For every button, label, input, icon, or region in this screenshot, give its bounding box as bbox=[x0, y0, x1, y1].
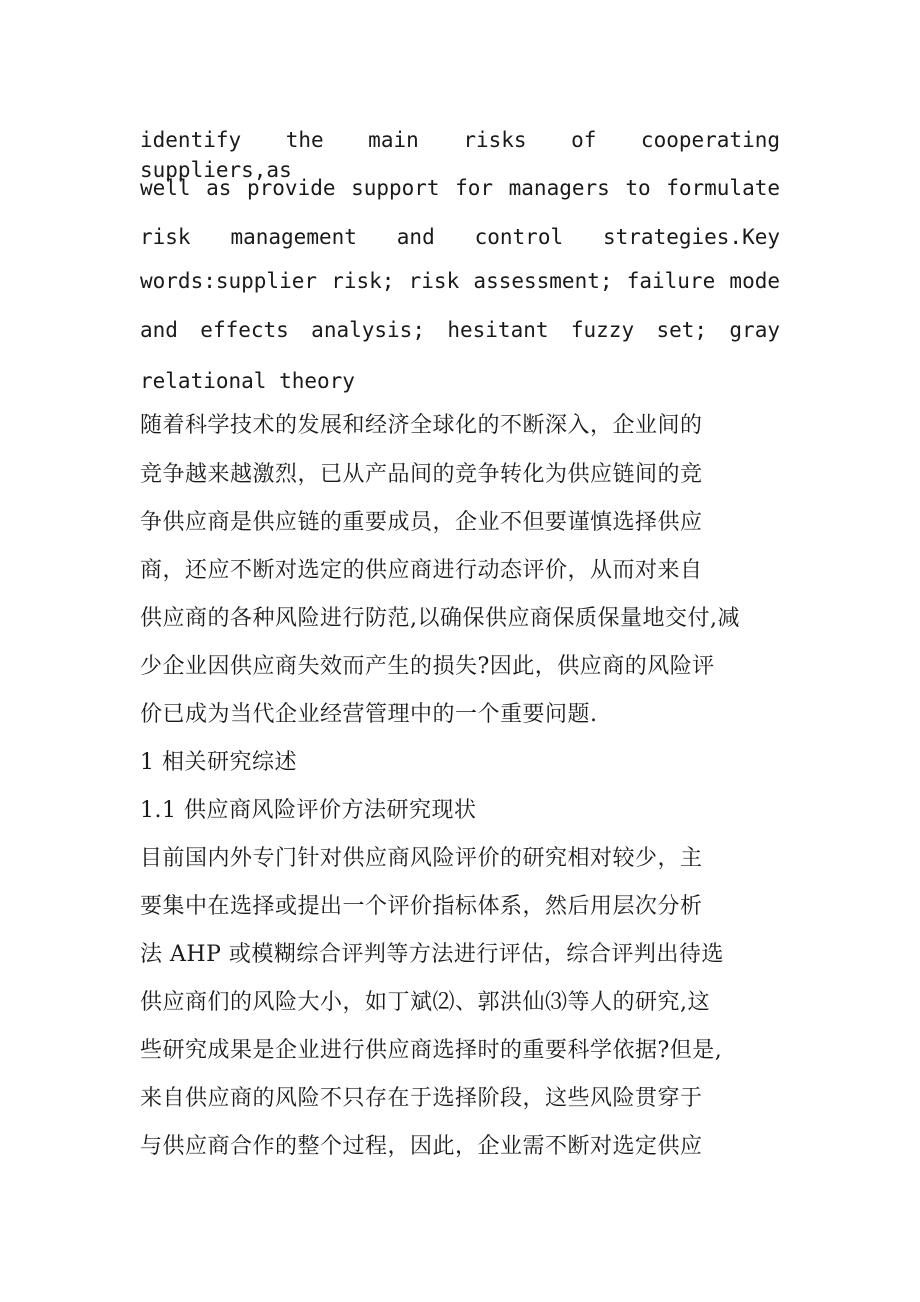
abstract-line-3: risk management and control strategies.Key bbox=[140, 225, 780, 249]
body-line-7: 与供应商合作的整个过程，因此，企业需不断对选定供应 bbox=[140, 1134, 703, 1159]
body-line-1: 目前国内外专门针对供应商风险评价的研究相对较少，主 bbox=[140, 846, 703, 871]
abstract-line-2: well as provide support for managers to formulate bbox=[140, 176, 780, 200]
body-line-3: 法 AHP 或模糊综合评判等方法进行评估，综合评判出待选 bbox=[140, 942, 724, 967]
subsection-heading: 1.1 供应商风险评价方法研究现状 bbox=[140, 798, 477, 823]
keywords-line-2: and effects analysis; hesitant fuzzy set; gray bbox=[140, 318, 780, 342]
body-line-4: 供应商们的风险大小，如丁斌⑵、郭洪仙⑶等人的研究,这 bbox=[140, 990, 710, 1015]
body-line-2: 要集中在选择或提出一个评价指标体系，然后用层次分析 bbox=[140, 894, 703, 919]
keywords-line-3: relational theory bbox=[140, 369, 355, 393]
intro-line-6: 少企业因供应商失效而产生的损失?因此，供应商的风险评 bbox=[140, 654, 715, 679]
intro-line-4: 商，还应不断对选定的供应商进行动态评价，从而对来自 bbox=[140, 558, 703, 583]
intro-line-3: 争供应商是供应链的重要成员，企业不但要谨慎选择供应 bbox=[140, 510, 703, 535]
intro-line-1: 随着科学技术的发展和经济全球化的不断深入，企业间的 bbox=[140, 413, 703, 438]
intro-line-2: 竞争越来越激烈，已从产品间的竞争转化为供应链间的竞 bbox=[140, 462, 703, 487]
intro-line-7: 价已成为当代企业经营管理中的一个重要问题. bbox=[140, 702, 598, 727]
keywords-line-1: words:supplier risk; risk assessment; failure mode bbox=[140, 269, 780, 293]
body-line-6: 来自供应商的风险不只存在于选择阶段，这些风险贯穿于 bbox=[140, 1086, 703, 1111]
abstract-line-1: identify the main risks of cooperating suppliers,as bbox=[140, 128, 780, 182]
section-heading: 1 相关研究综述 bbox=[140, 750, 297, 775]
intro-line-5: 供应商的各种风险进行防范,以确保供应商保质保量地交付,减 bbox=[140, 606, 740, 631]
body-line-5: 些研究成果是企业进行供应商选择时的重要科学依据?但是, bbox=[140, 1038, 723, 1063]
